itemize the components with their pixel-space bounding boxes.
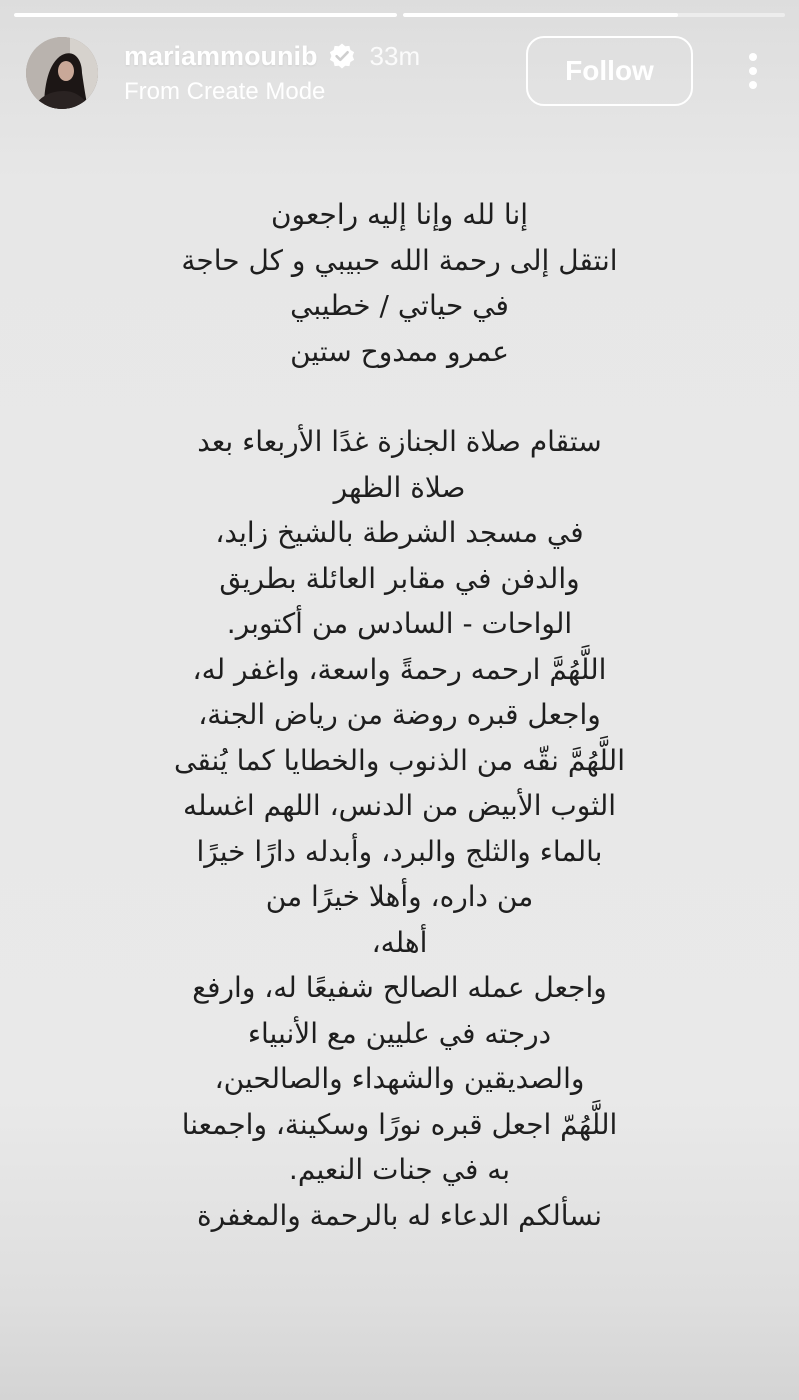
post-time: 33m <box>369 40 421 71</box>
username[interactable]: mariammounib <box>124 40 318 71</box>
story-line: واجعل عمله الصالح شفيعًا له، وارفع <box>192 971 607 1004</box>
progress-fill <box>403 13 678 17</box>
more-vertical-icon <box>747 51 759 91</box>
story-line: صلاة الظهر <box>333 470 466 504</box>
story-line: الواحات - السادس من أكتوبر. <box>226 607 573 640</box>
story-line: عمرو ممدوح ستين <box>290 334 509 368</box>
progress-fill <box>14 13 397 17</box>
story-line: إنا لله وإنا إليه راجعون <box>270 198 529 231</box>
story-line: الثوب الأبيض من الدنس، اللهم اغسله <box>182 789 617 822</box>
story-line: بالماء والثلج والبرد، وأبدله دارًا خيرًا <box>196 834 603 868</box>
progress-segment <box>403 13 786 17</box>
name-row <box>124 38 420 74</box>
story-text <box>60 192 739 1238</box>
story-progress-bar <box>14 13 785 17</box>
more-options-button[interactable] <box>733 51 773 91</box>
progress-segment <box>14 13 397 17</box>
story-line: أهله، <box>371 925 428 959</box>
user-info <box>124 38 420 106</box>
story-line: درجته في عليين مع الأنبياء <box>247 1016 552 1050</box>
story-line: من داره، وأهلا خيرًا من <box>265 880 534 913</box>
story-line: ستقام صلاة الجنازة غدًا الأربعاء بعد <box>197 425 602 458</box>
story-line: انتقل إلى رحمة الله حبيبي و كل حاجة <box>181 243 618 277</box>
avatar-image <box>26 37 98 109</box>
story-line: في حياتي / خطيبي <box>290 289 509 322</box>
story-subtitle: From Create Mode <box>124 78 326 105</box>
paragraph-gap <box>60 374 739 419</box>
verified-badge-icon <box>328 42 356 70</box>
story-line: في مسجد الشرطة بالشيخ زايد، <box>215 516 584 549</box>
story-line: والدفن في مقابر العائلة بطريق <box>219 561 580 595</box>
avatar[interactable] <box>26 37 98 109</box>
story-line: والصديقين والشهداء والصالحين، <box>214 1062 585 1095</box>
story-line: اللَّهُمّ اجعل قبره نورًا وسكينة، واجمعنا <box>181 1107 618 1141</box>
story-header <box>26 36 773 112</box>
story-line: نسألكم الدعاء له بالرحمة والمغفرة <box>196 1198 603 1232</box>
story-line: به في جنات النعيم. <box>288 1153 511 1186</box>
story-line: اللَّهُمَّ نقّه من الذنوب والخطايا كما يُنقى <box>174 743 625 777</box>
follow-button[interactable]: Follow <box>526 36 693 106</box>
story-line: اللَّهُمَّ ارحمه رحمةً واسعة، واغفر له، <box>192 652 607 686</box>
story-line: واجعل قبره روضة من رياض الجنة، <box>198 698 601 731</box>
